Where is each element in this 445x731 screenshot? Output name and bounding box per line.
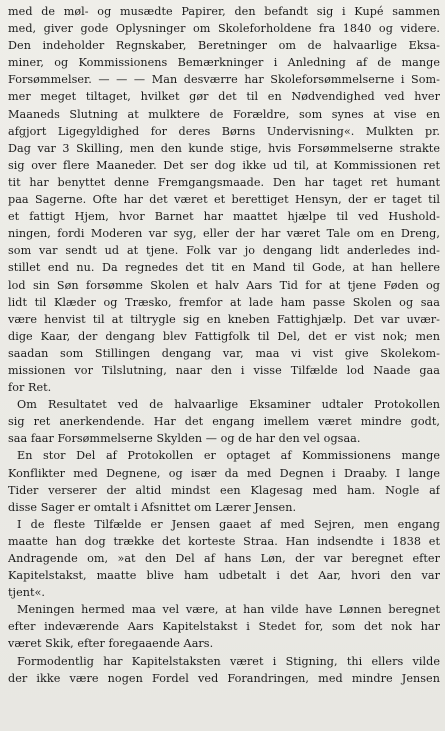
text-line: dige Kaar, der dengang blev Fattigfolk til Del, det er vist nok; men <box>8 329 440 343</box>
text-line: saadan som Stillingen dengang var, maa vi vist give Skolekom- <box>8 346 440 360</box>
text-line: stillet end nu. Da regnedes det tit en Mand til Gode, at han hellere <box>8 261 440 275</box>
text-line: været Skik, efter foregaaende Aars. <box>8 637 214 651</box>
text-line: lod sin Søn forsømme Skolen et halv Aars Tid for at tjene Føden og <box>8 278 440 292</box>
text-line: paa Sagerne. Ofte har det været et berettiget Hensyn, der er taget til <box>8 193 440 207</box>
text-line: miner, og Kommissionens Bemærkninger i Anledning af de mange <box>8 56 440 70</box>
text-line: Tider verserer der altid mindst een Klagesag med ham. Nogle af <box>8 483 440 497</box>
text-line: Konflikter med Degnene, og især da med Degnen i Draaby. I lange <box>8 466 440 480</box>
text-line: ningen, fordi Moderen var syg, eller der har været Tale om en Dreng, <box>8 227 440 241</box>
text-line: afgjort Ligegyldighed for deres Børns Undervisning«. Mulkten pr. <box>8 124 440 138</box>
paragraph-first-line: Formodentlig har Kapitelstaksten været i Stigning, thi ellers vilde <box>17 654 440 668</box>
text-line: med de møl- og musædte Papirer, den befandt sig i Kupé sammen <box>8 5 440 18</box>
text-line: mer meget tiltaget, hvilket gør det til en Nødvendighed ved hver <box>8 90 440 104</box>
text-line: der ikke være nogen Fordel ved Forandringen, med mindre Jensen <box>8 671 440 685</box>
text-line: Maaneds Slutning at mulktere de Forældre, som synes at vise en <box>8 107 440 121</box>
text-line: med, giver gode Oplysninger om Skoleforholdene fra 1840 og videre. <box>8 22 440 36</box>
text-line: som var sendt ud at tjene. Folk var jo dengang lidt anderledes ind- <box>8 244 440 258</box>
text-line: Den indeholder Regnskaber, Beretninger om de halvaarlige Eksa- <box>8 39 440 53</box>
paragraph-first-line: Meningen hermed maa vel være, at han vilde have Lønnen beregnet <box>17 603 440 617</box>
text-line: saa faar Forsømmelserne Skylden — og de har den vel ogsaa. <box>8 432 361 446</box>
text-line: efter indeværende Aars Kapitelstakst i Stedet for, som det nok har <box>8 620 440 634</box>
text-line: Andragende om, »at den Del af hans Løn, der var beregnet efter <box>8 552 440 565</box>
text-line: tit har benyttet denne Fremgangsmaade. Den har taget ret humant <box>8 175 440 189</box>
text-line: et fattigt Hjem, hvor Barnet har maattet hjælpe til ved Hushold- <box>8 210 440 224</box>
text-line: missionen vor Tilslutning, naar den i visse Tilfælde lod Naade gaa <box>8 363 440 377</box>
text-line: for Ret. <box>8 381 52 395</box>
paragraph-first-line: En stor Del af Protokollen er optaget af Kommissionens mange <box>17 449 440 463</box>
text-line: Dag var 3 Skilling, men den kunde stige, hvis Forsømmelserne strakte <box>8 141 440 155</box>
text-line: sig over flere Maaneder. Det ser dog ikke ud til, at Kommissionen ret <box>8 158 440 172</box>
text-line: sig ret anerkendende. Har det engang imellem været mindre godt, <box>8 415 440 429</box>
paragraph-first-line: I de fleste Tilfælde er Jensen gaaet af med Sejren, men engang <box>17 517 440 531</box>
text-line: være henvist til at tiltrygle sig en kneben Fattighjælp. Det var uvær- <box>8 312 440 326</box>
text-line: disse Sager er omtalt i Afsnittet om Lærer Jensen. <box>8 500 297 514</box>
paragraph-first-line: Om Resultatet ved de halvaarlige Eksaminer udtaler Protokollen <box>17 398 440 412</box>
text-line: tjent«. <box>8 586 46 600</box>
text-line: Kapitelstakst, maatte blive ham udbetalt i det Aar, hvori den var <box>8 569 440 583</box>
text-line: lidt til Klæder og Træsko, fremfor at lade ham passe Skolen og saa <box>8 295 440 309</box>
text-line: maatte han dog trække det korteste Straa. Han indsendte i 1838 et <box>8 534 440 548</box>
text-line: Forsømmelser. — — — Man desværre har Skoleforsømmelserne i Som- <box>8 73 440 87</box>
body-text <box>8 3 440 687</box>
